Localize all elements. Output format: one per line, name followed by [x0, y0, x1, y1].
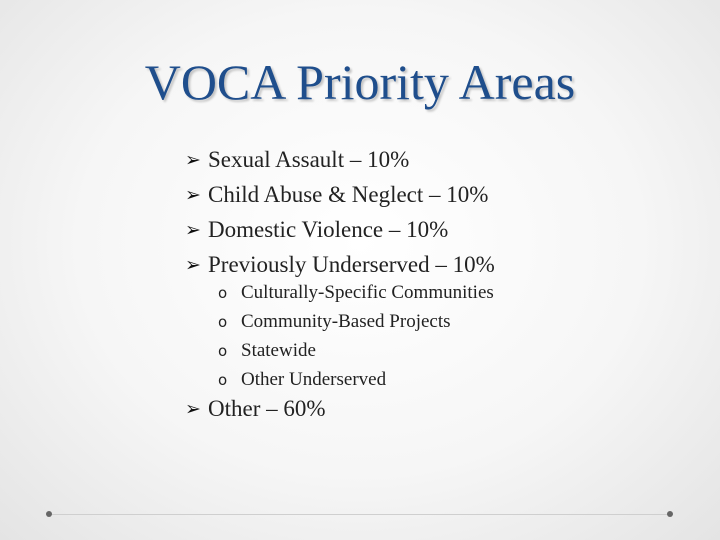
arrow-bullet-icon: ➢ [185, 183, 201, 206]
slide-title: VOCA Priority Areas [144, 54, 576, 110]
decor-dot-left [46, 511, 52, 517]
bullet-text: Domestic Violence – 10% [208, 216, 449, 242]
sub-bullet-text: Community-Based Projects [241, 310, 451, 332]
sub-bullet-text: Statewide [241, 339, 316, 361]
arrow-bullet-icon: ➢ [185, 148, 201, 171]
bullet-text: Child Abuse & Neglect – 10% [208, 181, 489, 207]
decor-dot-right [667, 511, 673, 517]
sub-bullet-list [218, 278, 494, 394]
bullet-text: Other – 60% [208, 395, 326, 421]
arrow-bullet-icon: ➢ [185, 397, 201, 420]
sub-bullet-item [218, 307, 494, 336]
circle-bullet-icon: o [218, 370, 228, 389]
bullet-item [185, 177, 495, 212]
sub-bullet-item [218, 365, 494, 394]
bullet-item [185, 212, 495, 247]
bullet-item [185, 142, 495, 177]
sub-bullet-text: Culturally-Specific Communities [241, 281, 494, 303]
arrow-bullet-icon: ➢ [185, 253, 201, 276]
sub-bullet-text: Other Underserved [241, 368, 387, 390]
footer-rule [50, 514, 670, 515]
bullet-text: Previously Underserved – 10% [208, 251, 495, 277]
bullet-list [185, 142, 495, 282]
sub-bullet-item [218, 336, 494, 365]
sub-bullet-item [218, 278, 494, 307]
arrow-bullet-icon: ➢ [185, 218, 201, 241]
bullet-item [185, 247, 495, 282]
circle-bullet-icon: o [218, 312, 228, 331]
circle-bullet-icon: o [218, 341, 228, 360]
bullet-text: Sexual Assault – 10% [208, 146, 410, 172]
circle-bullet-icon: o [218, 283, 228, 302]
bullet-item-other [185, 391, 326, 426]
